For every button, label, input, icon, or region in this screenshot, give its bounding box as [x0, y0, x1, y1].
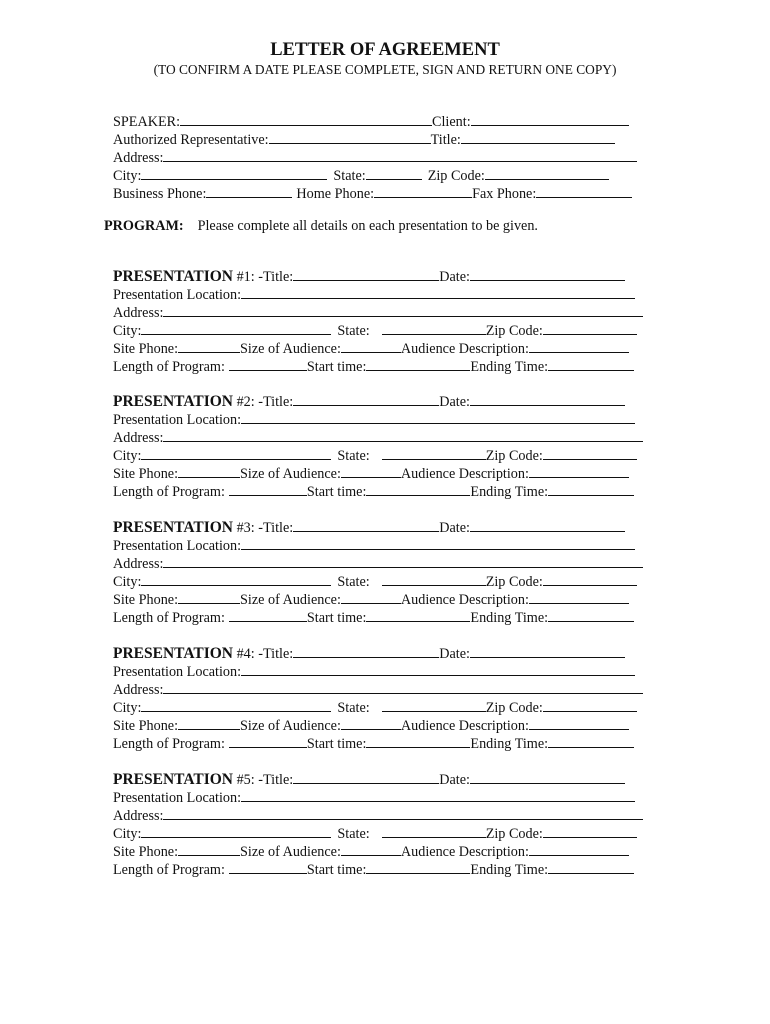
start-time-field[interactable] — [366, 357, 470, 371]
presentation-header-row — [113, 644, 625, 662]
presentation-date-label: Date: — [439, 520, 470, 536]
presentation-heading: PRESENTATION — [113, 645, 234, 662]
speaker-address-field[interactable] — [163, 148, 637, 162]
document-subtitle: (TO CONFIRM A DATE PLEASE COMPLETE, SIGN AND RETURN ONE COPY) — [153, 62, 617, 77]
presentation-time-row — [113, 357, 634, 375]
presentation-date-field[interactable] — [470, 392, 625, 406]
presentation-heading: PRESENTATION — [113, 771, 234, 788]
audience-size-field[interactable] — [341, 339, 401, 353]
ending-time-label: Ending Time: — [470, 862, 549, 878]
presentation-date-label: Date: — [439, 772, 470, 788]
presentation-address-row — [113, 806, 643, 824]
presentation-location-field[interactable] — [241, 662, 635, 676]
program-length-label: Length of Program: — [113, 359, 225, 375]
rep-title-label: Title: — [430, 132, 461, 148]
site-phone-label: Site Phone: — [113, 592, 179, 608]
presentation-address-label: Address: — [113, 305, 164, 321]
presentation-number: #4: — [236, 646, 255, 662]
site-phone-field[interactable] — [178, 842, 240, 856]
presentation-location-label: Presentation Location: — [113, 664, 242, 680]
presentation-city-field[interactable] — [141, 824, 331, 838]
start-time-field[interactable] — [366, 734, 470, 748]
presentation-location-field[interactable] — [241, 536, 635, 550]
site-phone-label: Site Phone: — [113, 466, 179, 482]
presentation-location-field[interactable] — [241, 285, 635, 299]
authorized-rep-label: Authorized Representative: — [113, 132, 269, 148]
speaker-address-label: Address: — [113, 150, 164, 166]
presentation-time-row — [113, 482, 634, 500]
site-phone-field[interactable] — [178, 716, 240, 730]
presentation-location-label: Presentation Location: — [113, 287, 242, 303]
presentation-zip-field[interactable] — [543, 572, 637, 586]
presentation-city-label: City: — [113, 826, 142, 842]
audience-description-label: Audience Description: — [400, 718, 529, 734]
presentation-state-field[interactable] — [382, 321, 486, 335]
presentation-phone-row — [113, 842, 629, 860]
presentation-location-row — [113, 285, 635, 303]
ending-time-field[interactable] — [548, 482, 634, 496]
presentation-date-label: Date: — [439, 269, 470, 285]
presentation-date-field[interactable] — [470, 267, 625, 281]
presentation-address-row — [113, 680, 643, 698]
presentation-title-label: -Title: — [258, 394, 294, 410]
presentation-phone-row — [113, 590, 629, 608]
presentation-city-row — [113, 446, 637, 464]
presentation-time-row — [113, 860, 634, 878]
presentation-title-label: -Title: — [258, 772, 294, 788]
speaker-city-row — [113, 166, 609, 184]
audience-description-field[interactable] — [529, 464, 629, 478]
presentation-time-row — [113, 608, 634, 626]
document-title: LETTER OF AGREEMENT — [270, 40, 500, 60]
ending-time-label: Ending Time: — [470, 359, 549, 375]
presentation-address-field[interactable] — [163, 554, 643, 568]
audience-size-field[interactable] — [341, 842, 401, 856]
start-time-label: Start time: — [306, 610, 367, 626]
presentation-title-label: -Title: — [258, 520, 294, 536]
site-phone-label: Site Phone: — [113, 341, 179, 357]
presentation-date-field[interactable] — [470, 644, 625, 658]
presentation-address-field[interactable] — [163, 428, 643, 442]
presentation-zip-field[interactable] — [543, 824, 637, 838]
presentation-title-field[interactable] — [293, 770, 439, 784]
speaker-state-label: State: — [333, 168, 366, 184]
presentation-city-field[interactable] — [141, 698, 331, 712]
presentation-phone-row — [113, 464, 629, 482]
presentation-zip-field[interactable] — [543, 698, 637, 712]
presentation-state-field[interactable] — [382, 572, 486, 586]
presentation-state-label: State: — [337, 826, 370, 842]
presentation-phone-row — [113, 339, 629, 357]
presentation-city-field[interactable] — [141, 572, 331, 586]
start-time-label: Start time: — [306, 862, 367, 878]
presentation-city-row — [113, 698, 637, 716]
site-phone-field[interactable] — [178, 464, 240, 478]
presentation-state-label: State: — [337, 574, 370, 590]
presentation-state-label: State: — [337, 448, 370, 464]
presentation-date-label: Date: — [439, 394, 470, 410]
program-note — [104, 217, 538, 235]
presentation-zip-label: Zip Code: — [485, 700, 543, 716]
presentation-date-field[interactable] — [470, 518, 625, 532]
presentation-title-field[interactable] — [293, 267, 439, 281]
audience-description-field[interactable] — [529, 590, 629, 604]
presentation-address-row — [113, 428, 643, 446]
speaker-field[interactable] — [180, 112, 432, 126]
business-phone-label: Business Phone: — [113, 186, 207, 202]
audience-size-label: Size of Audience: — [240, 592, 341, 608]
presentation-city-row — [113, 572, 637, 590]
presentation-title-label: -Title: — [258, 269, 294, 285]
presentation-header-row — [113, 392, 625, 410]
program-instructions: Please complete all details on each presentation to be given. — [197, 218, 538, 234]
home-phone-label: Home Phone: — [296, 186, 375, 202]
start-time-label: Start time: — [306, 359, 367, 375]
presentation-location-row — [113, 662, 635, 680]
audience-size-label: Size of Audience: — [240, 341, 341, 357]
fax-phone-field[interactable] — [536, 184, 632, 198]
presentation-location-row — [113, 410, 635, 428]
presentation-city-field[interactable] — [141, 321, 331, 335]
authorized-rep-row — [113, 130, 615, 148]
ending-time-field[interactable] — [548, 357, 634, 371]
presentation-city-label: City: — [113, 574, 142, 590]
presentation-zip-field[interactable] — [543, 321, 637, 335]
presentation-number: #2: — [236, 394, 255, 410]
site-phone-field[interactable] — [178, 590, 240, 604]
site-phone-label: Site Phone: — [113, 718, 179, 734]
site-phone-field[interactable] — [178, 339, 240, 353]
speaker-city-field[interactable] — [141, 166, 327, 180]
audience-size-field[interactable] — [341, 590, 401, 604]
audience-size-label: Size of Audience: — [240, 466, 341, 482]
presentation-state-field[interactable] — [382, 698, 486, 712]
program-length-field[interactable] — [229, 734, 307, 748]
presentation-location-label: Presentation Location: — [113, 790, 242, 806]
presentation-header-row — [113, 770, 625, 788]
program-length-label: Length of Program: — [113, 862, 225, 878]
program-label: PROGRAM: — [104, 218, 184, 234]
start-time-field[interactable] — [366, 482, 470, 496]
presentation-zip-label: Zip Code: — [485, 574, 543, 590]
presentation-address-label: Address: — [113, 430, 164, 446]
ending-time-field[interactable] — [548, 608, 634, 622]
presentation-date-field[interactable] — [470, 770, 625, 784]
presentation-address-label: Address: — [113, 682, 164, 698]
authorized-rep-field[interactable] — [269, 130, 431, 144]
audience-description-label: Audience Description: — [400, 466, 529, 482]
site-phone-label: Site Phone: — [113, 844, 179, 860]
presentation-title-field[interactable] — [293, 518, 439, 532]
speaker-state-field[interactable] — [366, 166, 422, 180]
presentation-city-field[interactable] — [141, 446, 331, 460]
ending-time-label: Ending Time: — [470, 736, 549, 752]
speaker-city-label: City: — [113, 168, 142, 184]
audience-description-field[interactable] — [529, 842, 629, 856]
presentation-header-row — [113, 518, 625, 536]
presentation-zip-field[interactable] — [543, 446, 637, 460]
presentation-date-label: Date: — [439, 646, 470, 662]
audience-description-field[interactable] — [529, 339, 629, 353]
presentation-phone-row — [113, 716, 629, 734]
audience-description-label: Audience Description: — [400, 844, 529, 860]
presentation-heading: PRESENTATION — [113, 268, 234, 285]
program-length-label: Length of Program: — [113, 610, 225, 626]
presentation-state-field[interactable] — [382, 824, 486, 838]
presentation-title-label: -Title: — [258, 646, 294, 662]
speaker-zip-label: Zip Code: — [427, 168, 485, 184]
audience-description-label: Audience Description: — [400, 341, 529, 357]
presentation-number: #5: — [236, 772, 255, 788]
presentation-state-field[interactable] — [382, 446, 486, 460]
presentation-location-label: Presentation Location: — [113, 412, 242, 428]
speaker-row — [113, 112, 629, 130]
presentation-city-label: City: — [113, 448, 142, 464]
presentation-heading: PRESENTATION — [113, 519, 234, 536]
presentation-title-field[interactable] — [293, 392, 439, 406]
presentation-time-row — [113, 734, 634, 752]
program-length-field[interactable] — [229, 482, 307, 496]
presentation-location-field[interactable] — [241, 410, 635, 424]
presentation-title-field[interactable] — [293, 644, 439, 658]
presentation-location-field[interactable] — [241, 788, 635, 802]
presentation-heading: PRESENTATION — [113, 393, 234, 410]
start-time-label: Start time: — [306, 736, 367, 752]
program-length-field[interactable] — [229, 357, 307, 371]
audience-description-label: Audience Description: — [400, 592, 529, 608]
presentation-address-label: Address: — [113, 556, 164, 572]
presentation-location-label: Presentation Location: — [113, 538, 242, 554]
presentation-number: #3: — [236, 520, 255, 536]
program-length-field[interactable] — [229, 608, 307, 622]
business-phone-field[interactable] — [206, 184, 292, 198]
presentation-city-row — [113, 321, 637, 339]
rep-title-field[interactable] — [461, 130, 615, 144]
presentation-city-label: City: — [113, 700, 142, 716]
ending-time-field[interactable] — [548, 734, 634, 748]
speaker-label: SPEAKER: — [113, 114, 181, 130]
presentation-location-row — [113, 536, 635, 554]
start-time-field[interactable] — [366, 860, 470, 874]
fax-phone-label: Fax Phone: — [472, 186, 537, 202]
presentation-address-label: Address: — [113, 808, 164, 824]
program-length-field[interactable] — [229, 860, 307, 874]
program-length-label: Length of Program: — [113, 736, 225, 752]
audience-size-label: Size of Audience: — [240, 718, 341, 734]
speaker-address-row — [113, 148, 637, 166]
presentation-address-field[interactable] — [163, 806, 643, 820]
home-phone-field[interactable] — [374, 184, 472, 198]
presentation-zip-label: Zip Code: — [485, 448, 543, 464]
presentation-address-row — [113, 303, 643, 321]
client-label: Client: — [432, 114, 471, 130]
start-time-field[interactable] — [366, 608, 470, 622]
presentation-location-row — [113, 788, 635, 806]
speaker-zip-field[interactable] — [485, 166, 609, 180]
presentation-zip-label: Zip Code: — [485, 323, 543, 339]
start-time-label: Start time: — [306, 484, 367, 500]
audience-description-field[interactable] — [529, 716, 629, 730]
presentation-state-label: State: — [337, 700, 370, 716]
presentation-state-label: State: — [337, 323, 370, 339]
program-length-label: Length of Program: — [113, 484, 225, 500]
presentation-address-row — [113, 554, 643, 572]
presentation-city-row — [113, 824, 637, 842]
speaker-phone-row — [113, 184, 632, 202]
presentation-address-field[interactable] — [163, 303, 643, 317]
ending-time-label: Ending Time: — [470, 484, 549, 500]
ending-time-label: Ending Time: — [470, 610, 549, 626]
audience-size-field[interactable] — [341, 716, 401, 730]
audience-size-label: Size of Audience: — [240, 844, 341, 860]
client-field[interactable] — [471, 112, 629, 126]
presentation-header-row — [113, 267, 625, 285]
presentation-address-field[interactable] — [163, 680, 643, 694]
presentation-number: #1: — [236, 269, 255, 285]
audience-size-field[interactable] — [341, 464, 401, 478]
presentation-city-label: City: — [113, 323, 142, 339]
presentation-zip-label: Zip Code: — [485, 826, 543, 842]
ending-time-field[interactable] — [548, 860, 634, 874]
